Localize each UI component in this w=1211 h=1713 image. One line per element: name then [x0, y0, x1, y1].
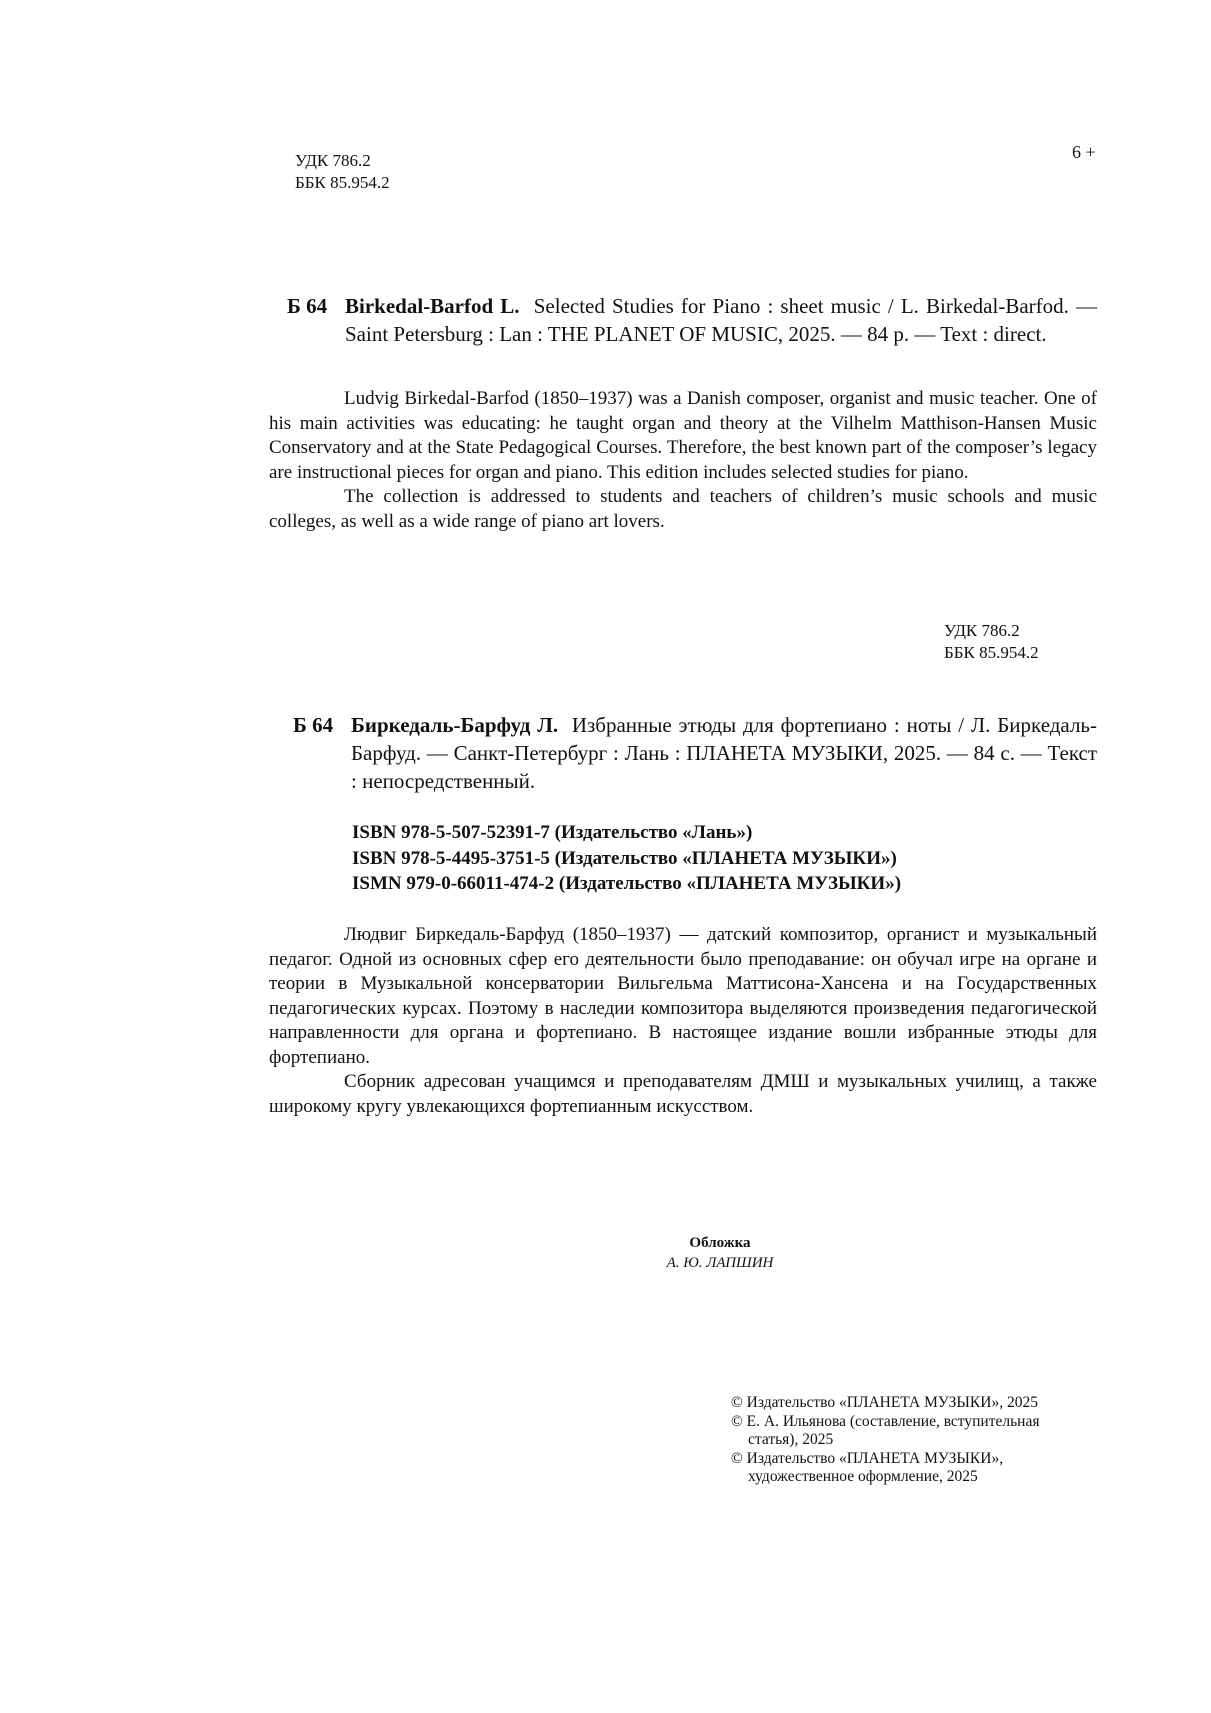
- isbn-block: [352, 820, 901, 897]
- copyright-line: © Е. А. Ильянова (составление, вступительная статья), 2025: [731, 1412, 1040, 1448]
- author-name: Биркедаль-Барфуд Л.: [351, 713, 559, 737]
- udk-code: УДК 786.2: [295, 151, 371, 170]
- udk-code: УДК 786.2: [944, 621, 1020, 640]
- author-name: Birkedal-Barfod L.: [345, 294, 520, 318]
- bibliographic-entry-ru: [293, 711, 1097, 795]
- annotation-paragraph: Людвиг Биркедаль-Барфуд (1850–1937) — датский композитор, органист и музыкальный педагог. Одной из основных сфер его деятельности было преподавание: он обучал игре на органе и теории в Музыкальной консерватории Вильгельма Маттисона-Хансена и на Государственных педагогических курсах. Поэтому в наследии композитора выделяются произведения педагогической направленности для органа и фортепиано. В настоящее издание вошли избранные этюды для фортепиано.: [269, 924, 1097, 1068]
- copyright-block: [731, 1394, 1071, 1487]
- entry-body: [351, 711, 1097, 795]
- isbn-line: ISBN 978-5-4495-3751-5 (Издательство «ПЛАНЕТА МУЗЫКИ»): [352, 847, 897, 869]
- bibliographic-entry-en: [287, 292, 1097, 348]
- cover-heading: Обложка: [689, 1235, 751, 1251]
- ismn-line: ISMN 979-0-66011-474-2 (Издательство «ПЛАНЕТА МУЗЫКИ»): [352, 873, 902, 894]
- annotation-ru: [269, 923, 1097, 1119]
- top-classification-codes: [295, 150, 390, 194]
- bbk-code: ББК 85.954.2: [944, 643, 1039, 662]
- author-mark: Б 64: [293, 713, 334, 737]
- annotation-paragraph: Сборник адресован учащимся и преподавателям ДМШ и музыкальных училищ, а также широкому кругу увлекающихся фортепианным искусством.: [269, 1071, 1097, 1117]
- age-rating: 6 +: [1072, 142, 1096, 162]
- mid-classification-codes: [944, 620, 1039, 664]
- annotation-en: [269, 387, 1097, 534]
- copyright-line: © Издательство «ПЛАНЕТА МУЗЫКИ», 2025: [731, 1394, 1038, 1411]
- entry-description: Избранные этюды для фортепиано : ноты / Л. Биркедаль-Барфуд. — Санкт-Петербург : Лань : ПЛАНЕТА МУЗЫКИ, 2025. — 84 с. — Текст : непосредственный.: [351, 713, 1097, 793]
- annotation-paragraph: Ludvig Birkedal-Barfod (1850–1937) was a Danish composer, organist and music teacher. One of his main activities was educating: he taught organ and theory at the Vilhelm Matthison-Hansen Music Conservatory and at the State Pedagogical Courses. Therefore, the best known part of the composer’s legacy are instructional pieces for organ and piano. This edition includes selected studies for piano.: [269, 388, 1097, 483]
- cover-designer: А. Ю. ЛАПШИН: [666, 1255, 774, 1271]
- isbn-line: ISBN 978-5-507-52391-7 (Издательство «Лань»): [352, 822, 753, 843]
- entry-body: [345, 292, 1097, 348]
- author-mark: Б 64: [287, 294, 328, 318]
- annotation-paragraph: The collection is addressed to students and teachers of children’s music schools and music colleges, as well as a wide range of piano art lovers.: [269, 486, 1097, 532]
- copyright-line: © Издательство «ПЛАНЕТА МУЗЫКИ», художественное оформление, 2025: [731, 1449, 1004, 1485]
- cover-credit: [600, 1233, 840, 1273]
- bbk-code: ББК 85.954.2: [295, 173, 390, 192]
- entry-description: Selected Studies for Piano : sheet music / L. Birkedal-Barfod. — Saint Petersburg : Lan : THE PLANET OF MUSIC, 2025. — 84 p. — Text : direct.: [345, 294, 1098, 346]
